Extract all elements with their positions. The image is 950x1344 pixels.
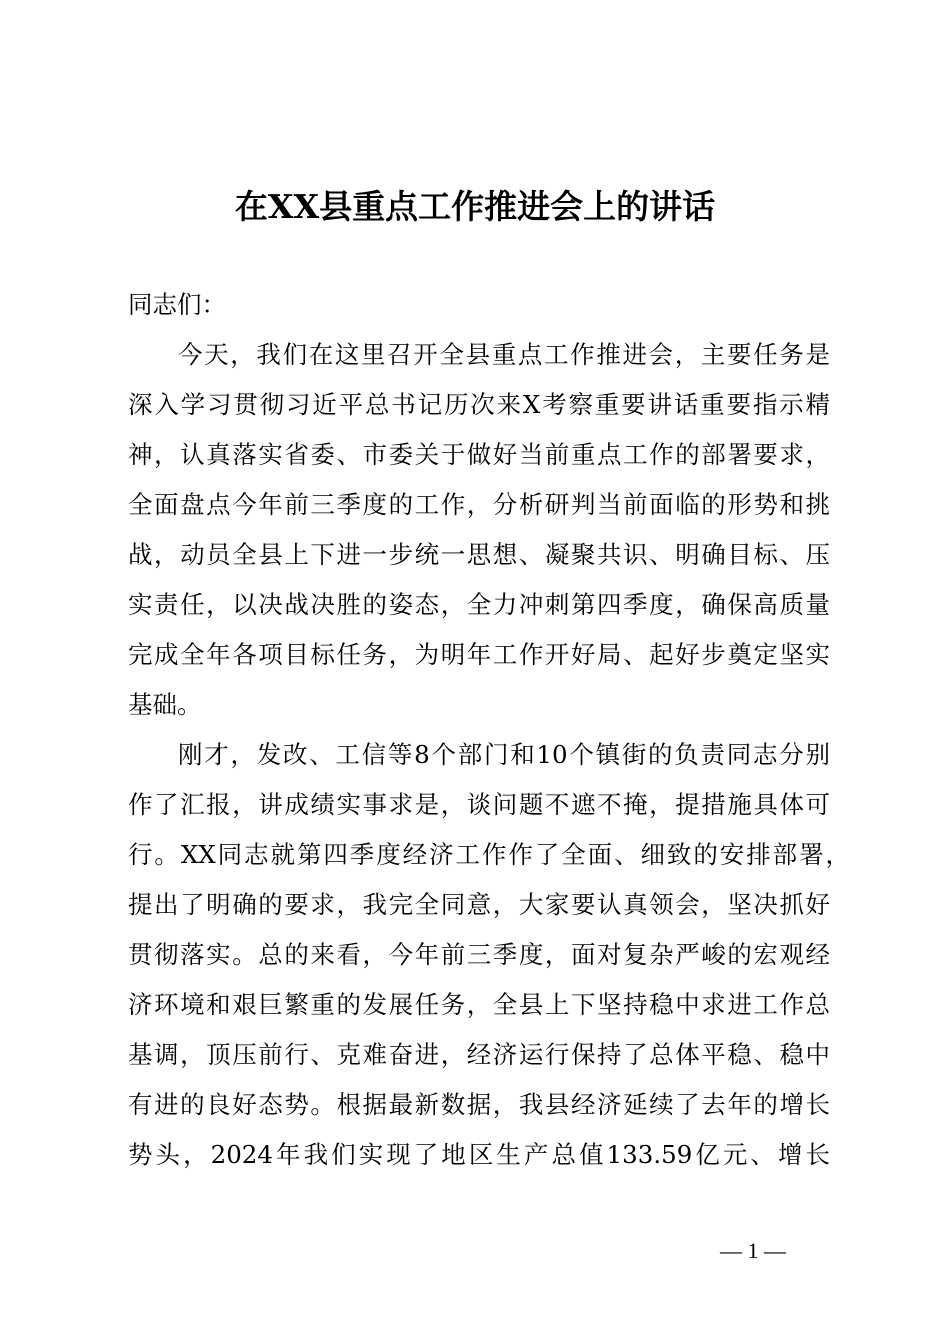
text-line: 提出了明确的要求，我完全同意，大家要认真领会，坚决抓好	[128, 890, 830, 919]
text-line: 完成全年各项目标任务，为明年工作开好局、起好步奠定坚实	[128, 640, 830, 669]
document-title: 在XX县重点工作推进会上的讲话	[234, 187, 716, 226]
text-line: 济环境和艰巨繁重的发展任务，全县上下坚持稳中求进工作总	[128, 990, 830, 1019]
text-line: 深入学习贯彻习近平总书记历次来X考察重要讲话重要指示精	[128, 390, 830, 419]
text-line: 贯彻落实。总的来看，今年前三季度，面对复杂严峻的宏观经	[128, 940, 830, 969]
text-line: 战，动员全县上下进一步统一思想、凝聚共识、明确目标、压	[128, 540, 830, 569]
text-line: 势头，2024年我们实现了地区生产总值133.59亿元、增长	[128, 1140, 830, 1169]
paragraph-2	[128, 730, 850, 1180]
page-number: — 1 —	[720, 1238, 786, 1263]
document-body	[128, 280, 850, 1180]
text-line: 刚才，发改、工信等8个部门和10个镇街的负责同志分别	[178, 740, 830, 769]
text-line: 神，认真落实省委、市委关于做好当前重点工作的部署要求，	[128, 440, 830, 469]
text-line: 实责任，以决战决胜的姿态，全力冲刺第四季度，确保高质量	[128, 590, 830, 619]
salutation: 同志们：	[128, 290, 226, 319]
text-line: 基础。	[128, 690, 202, 719]
text-line: 今天，我们在这里召开全县重点工作推进会，主要任务是	[178, 340, 830, 369]
text-line: 行。XX同志就第四季度经济工作作了全面、细致的安排部署，	[128, 840, 850, 869]
text-line: 基调，顶压前行、克难奋进，经济运行保持了总体平稳、稳中	[128, 1040, 830, 1069]
text-line: 作了汇报，讲成绩实事求是，谈问题不遮不掩，提措施具体可	[128, 790, 830, 819]
text-line: 有进的良好态势。根据最新数据，我县经济延续了去年的增长	[128, 1090, 830, 1119]
text-line: 全面盘点今年前三季度的工作，分析研判当前面临的形势和挑	[128, 490, 830, 519]
paragraph-1	[128, 330, 830, 730]
